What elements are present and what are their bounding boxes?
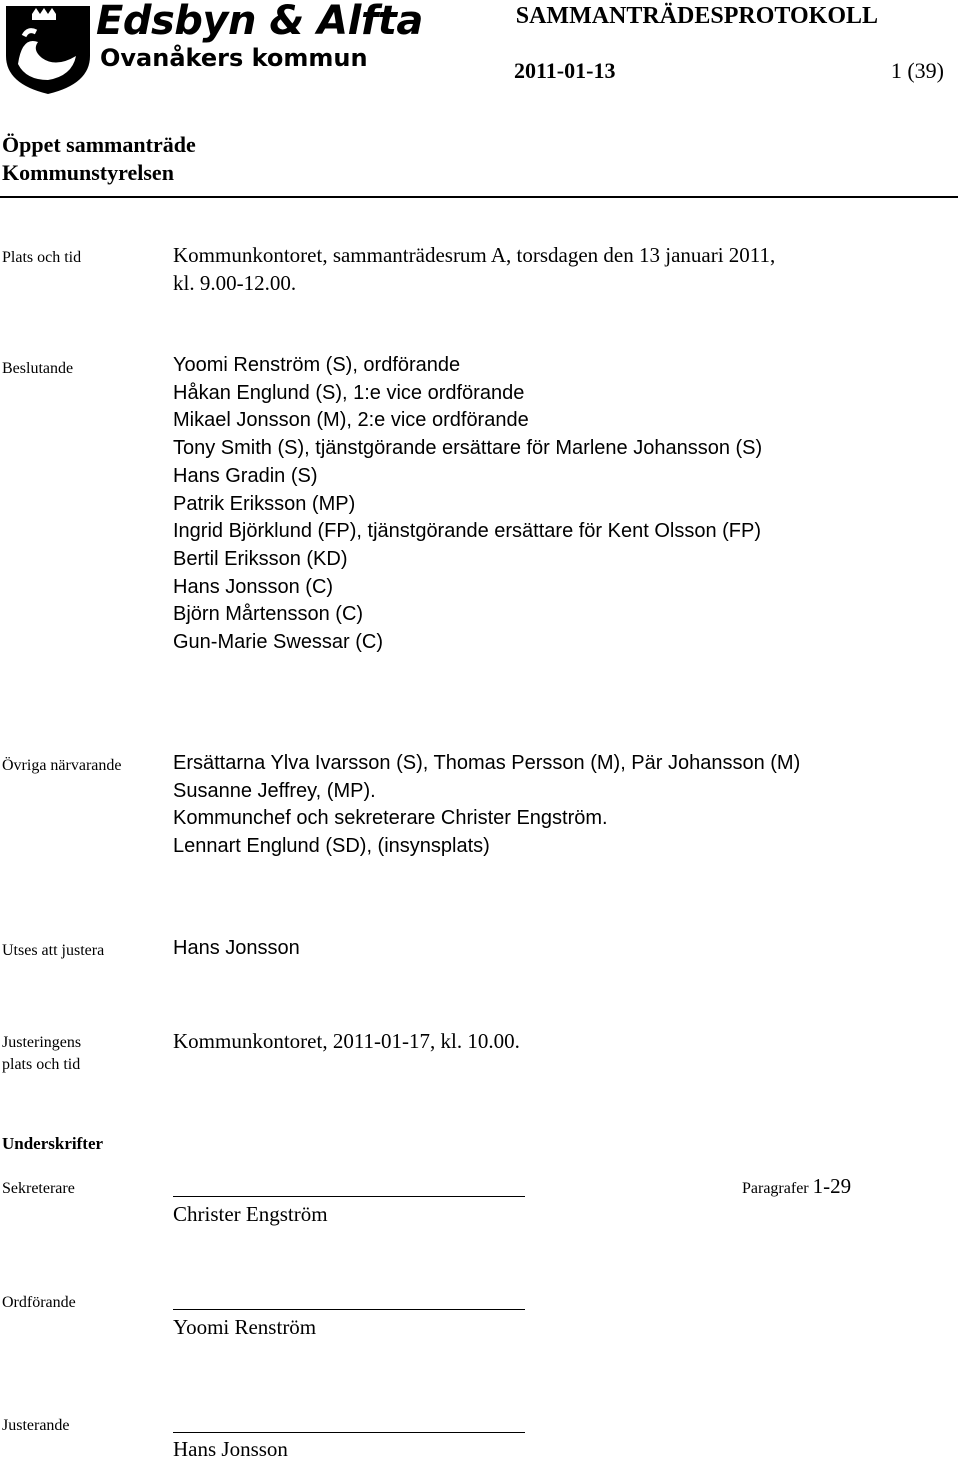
justering-label-line2: plats och tid — [2, 1056, 81, 1073]
justerande-label: Justerande — [2, 1417, 70, 1434]
list-item: Mikael Jonsson (M), 2:e vice ordförande — [173, 409, 529, 432]
list-item: Tony Smith (S), tjänstgörande ersättare för Marlene Johansson (S) — [173, 437, 763, 460]
ovriga-label: Övriga närvarande — [2, 757, 122, 774]
list-item: Ersättarna Ylva Ivarsson (S), Thomas Persson (M), Pär Johansson (M) — [173, 752, 801, 774]
list-item: Kommunchef och sekreterare Christer Engström. — [173, 807, 608, 830]
list-item: Yoomi Renström (S), ordförande — [173, 354, 461, 376]
sekreterare-label: Sekreterare — [2, 1180, 75, 1197]
document-type: SAMMANTRÄDESPROTOKOLL — [515, 3, 878, 29]
page-number: 1 (39) — [890, 58, 944, 83]
list-item: Patrik Eriksson (MP) — [173, 492, 356, 515]
header-divider — [0, 196, 958, 198]
beslutande-label: Beslutande — [2, 360, 74, 377]
meeting-title: Öppet sammanträde — [2, 132, 196, 157]
list-item: Björn Mårtensson (C) — [173, 603, 364, 626]
signature-line — [173, 1196, 525, 1197]
plats-line: kl. 9.00-12.00. — [173, 270, 297, 295]
utses-value: Hans Jonsson — [173, 937, 300, 959]
list-item: Hans Jonsson (C) — [173, 575, 334, 598]
justering-value: Kommunkontoret, 2011-01-17, kl. 10.00. — [173, 1029, 520, 1053]
justerande-name: Hans Jonsson — [173, 1437, 288, 1461]
signature-line — [173, 1309, 525, 1310]
signature-line — [173, 1432, 525, 1433]
ordforande-label: Ordförande — [2, 1294, 76, 1311]
signatures-heading: Underskrifter — [2, 1134, 104, 1153]
ordforande-name: Yoomi Renström — [173, 1315, 317, 1339]
list-item: Ingrid Björklund (FP), tjänstgörande ersättare för Kent Olsson (FP) — [173, 520, 762, 543]
ovriga-list — [173, 750, 800, 861]
paragrafer-value: 1-29 — [812, 1174, 852, 1198]
list-item: Lennart Englund (SD), (insynsplats) — [173, 835, 490, 858]
paragrafer-label: Paragrafer — [742, 1180, 809, 1197]
list-item: Gun-Marie Swessar (C) — [173, 631, 384, 654]
list-item: Susanne Jeffrey, (MP). — [173, 779, 376, 802]
beslutande-list — [173, 352, 762, 657]
logo-subtitle: Ovanåkers kommun — [100, 44, 368, 72]
plats-line: Kommunkontoret, sammanträdesrum A, torsdagen den 13 januari 2011, — [173, 243, 776, 267]
sekreterare-name: Christer Engström — [173, 1202, 328, 1226]
justering-label-line1: Justeringens — [2, 1034, 82, 1051]
logo-title: Edsbyn & Alfta — [96, 0, 423, 44]
plats-label: Plats och tid — [2, 249, 82, 266]
plats-value — [173, 242, 775, 297]
meeting-body: Kommunstyrelsen — [2, 160, 174, 185]
list-item: Bertil Eriksson (KD) — [173, 547, 348, 570]
document-date: 2011-01-13 — [514, 58, 616, 83]
municipality-logo — [0, 0, 423, 98]
crest-icon — [2, 2, 94, 96]
utses-label: Utses att justera — [2, 942, 105, 959]
paragrafer — [742, 1174, 851, 1199]
list-item: Hans Gradin (S) — [173, 464, 318, 487]
list-item: Håkan Englund (S), 1:e vice ordförande — [173, 381, 525, 404]
